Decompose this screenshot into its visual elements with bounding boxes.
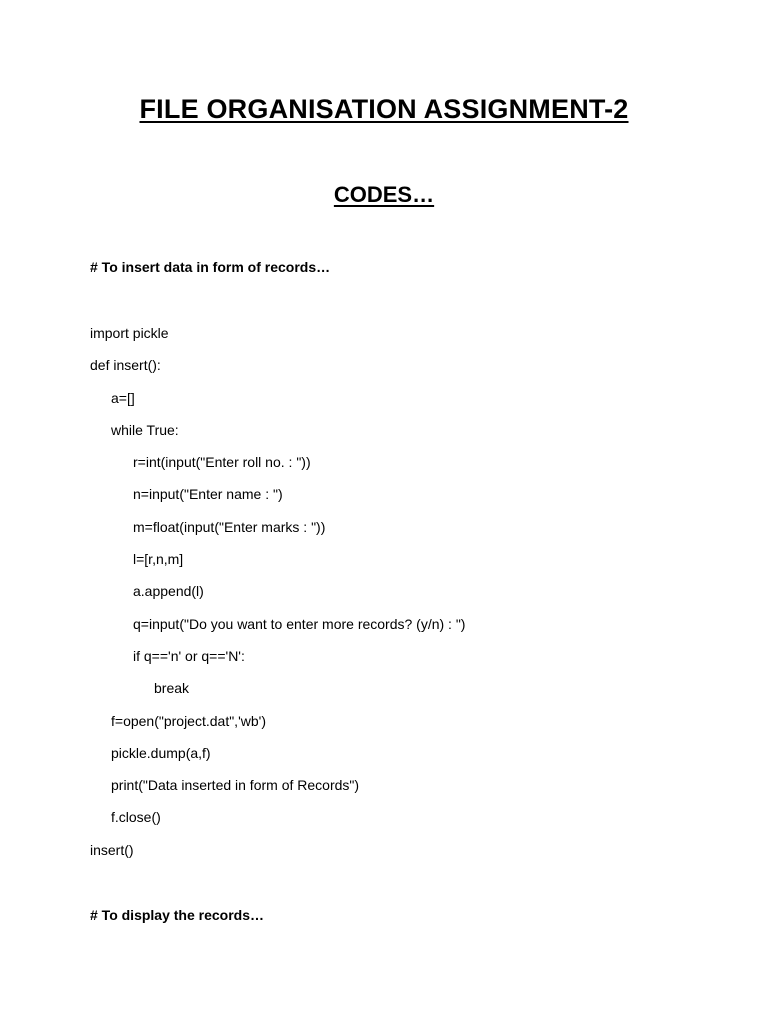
code-line: def insert(): [90,357,161,374]
code-line: pickle.dump(a,f) [111,744,211,761]
code-line: while True: [111,421,179,438]
insert-records-comment: # To insert data in form of records… [90,259,331,275]
code-line: a=[] [111,389,135,406]
code-line: break [154,680,190,697]
insert-code-block [90,322,465,871]
code-line: n=input("Enter name : ") [133,486,283,503]
code-line: if q=='n' or q=='N': [133,647,245,664]
code-line: f.close() [111,809,161,826]
section-heading-codes: CODES… [333,182,435,207]
code-line: l=[r,n,m] [133,551,184,568]
code-line: m=float(input("Enter marks : ")) [133,518,326,535]
display-records-comment: # To display the records… [90,907,265,923]
code-line: r=int(input("Enter roll no. : ")) [133,454,311,471]
code-line: import pickle [90,325,169,341]
code-line: a.append(l) [133,583,204,600]
page-title: FILE ORGANISATION ASSIGNMENT-2 [139,94,629,124]
code-line: q=input("Do you want to enter more records? (y/n) : ") [133,615,466,632]
code-line: print("Data inserted in form of Records") [111,777,360,794]
code-line: insert() [90,841,134,858]
code-line: f=open("project.dat",'wb') [111,712,266,729]
